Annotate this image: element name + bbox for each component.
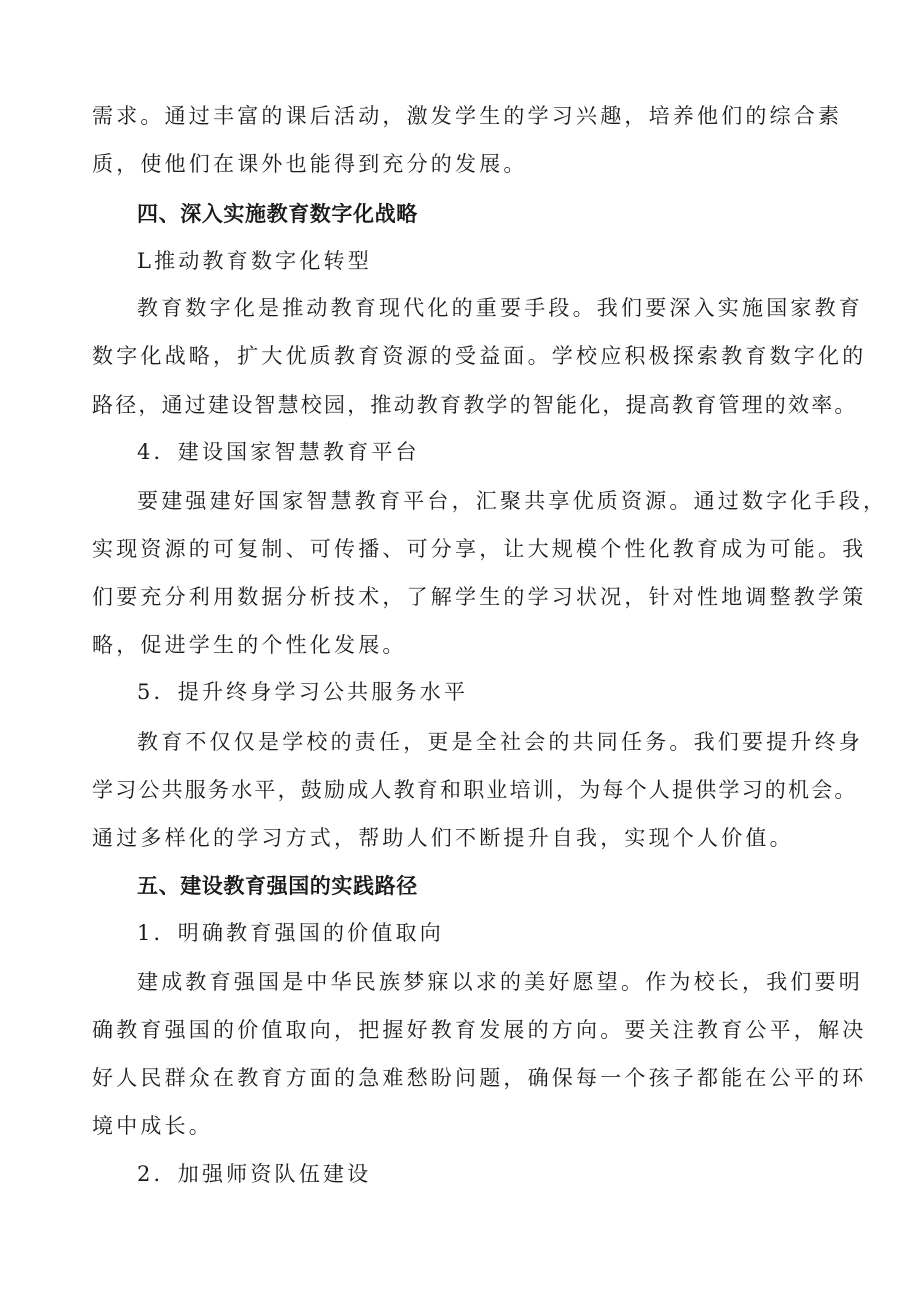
paragraph-line: 教育不仅仅是学校的责任，更是全社会的共同任务。我们要提升终身 [137,730,863,754]
subsection-heading: 4．建设国家智慧教育平台 [137,440,420,464]
section-heading: 四、深入实施教育数字化战略 [137,202,418,226]
paragraph-line: 需求。通过丰富的课后活动，激发学生的学习兴趣，培养他们的综合素 [92,104,843,128]
subsection-heading: L推动教育数字化转型 [137,249,372,273]
paragraph-line: 略，促进学生的个性化发展。 [92,633,407,657]
paragraph-line: 数字化战略，扩大优质教育资源的受益面。学校应积极探索教育数字化的 [92,344,867,368]
paragraph-line: 质，使他们在课外也能得到充分的发展。 [92,152,528,176]
paragraph-line: 好人民群众在教育方面的急难愁盼问题，确保每一个孩子都能在公平的环 [92,1066,867,1090]
paragraph-line: 学习公共服务水平，鼓励成人教育和职业培训，为每个人提供学习的机会。 [92,778,858,802]
paragraph-line: 实现资源的可复制、可传播、可分享，让大规模个性化教育成为可能。我 [92,537,867,561]
paragraph-line: 建成教育强国是中华民族梦寐以求的美好愿望。作为校长，我们要明 [137,970,863,994]
paragraph-line: 教育数字化是推动教育现代化的重要手段。我们要深入实施国家教育 [137,296,863,320]
section-heading: 五、建设教育强国的实践路径 [137,874,418,898]
paragraph-line: 路径，通过建设智慧校园，推动教育教学的智能化，提高教育管理的效率。 [92,393,858,417]
subsection-heading: 2．加强师资队伍建设 [137,1162,372,1186]
paragraph-line: 境中成长。 [92,1114,213,1138]
paragraph-line: 们要充分利用数据分析技术，了解学生的学习状况，针对性地调整教学策 [92,585,867,609]
subsection-heading: 5．提升终身学习公共服务水平 [137,680,469,704]
paragraph-line: 要建强建好国家智慧教育平台，汇聚共享优质资源。通过数字化手段， [137,489,888,513]
paragraph-line: 通过多样化的学习方式，帮助人们不断提升自我，实现个人价值。 [92,826,794,850]
subsection-heading: 1．明确教育强国的价值取向 [137,921,444,945]
paragraph-line: 确教育强国的价值取向，把握好教育发展的方向。要关注教育公平，解决 [92,1018,867,1042]
